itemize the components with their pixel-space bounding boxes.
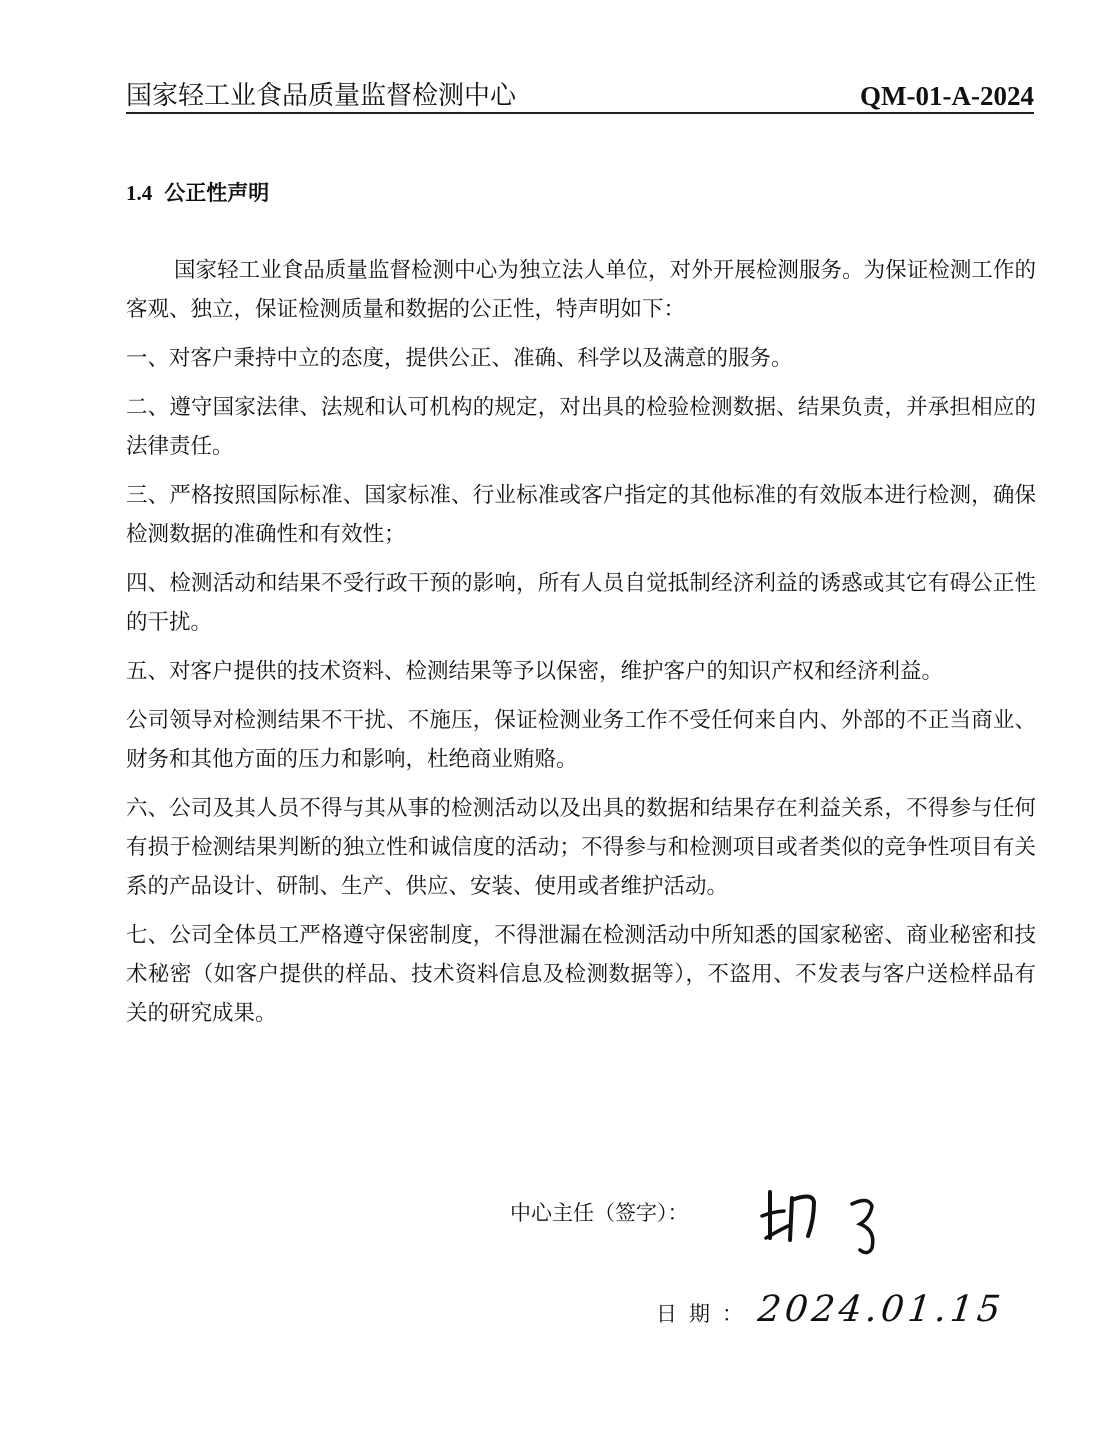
statement-body bbox=[126, 251, 1036, 1043]
document-code: QM-01-A-2024 bbox=[860, 81, 1034, 111]
handwritten-date: 2024.01.15 bbox=[755, 1289, 1007, 1330]
statement-item-3: 三、严格按照国际标准、国家标准、行业标准或客户指定的其他标准的有效版本进行检测，确保检测数据的准确性和有效性； bbox=[126, 483, 1036, 547]
section-number: 1.4 bbox=[126, 181, 153, 205]
date-label: 日期： bbox=[656, 1302, 755, 1326]
statement-item-2: 二、遵守国家法律、法规和认可机构的规定，对出具的检验检测数据、结果负责，并承担相应的法律责任。 bbox=[126, 395, 1036, 459]
section-title bbox=[126, 178, 269, 208]
leadership-paragraph: 公司领导对检测结果不干扰、不施压，保证检测业务工作不受任何来自内、外部的不正当商业、财务和其他方面的压力和影响，杜绝商业贿赂。 bbox=[126, 708, 1036, 772]
organization-name: 国家轻工业食品质量监督检测中心 bbox=[126, 81, 517, 111]
document-header bbox=[126, 80, 1034, 114]
signature-label: 中心主任（签字）： bbox=[510, 1201, 689, 1225]
intro-paragraph: 国家轻工业食品质量监督检测中心为独立法人单位，对外开展检测服务。为保证检测工作的客观、独立，保证检测质量和数据的公正性，特声明如下： bbox=[126, 258, 1036, 322]
statement-item-4: 四、检测活动和结果不受行政干预的影响，所有人员自觉抵制经济利益的诱惑或其它有碍公正性的干扰。 bbox=[126, 571, 1036, 635]
statement-item-1: 一、对客户秉持中立的态度，提供公正、准确、科学以及满意的服务。 bbox=[126, 346, 793, 371]
handwritten-signature bbox=[760, 1178, 900, 1258]
section-heading: 公正性声明 bbox=[164, 181, 270, 205]
statement-item-6: 六、公司及其人员不得与其从事的检测活动以及出具的数据和结果存在利益关系，不得参与任何有损于检测结果判断的独立性和诚信度的活动；不得参与和检测项目或者类似的竞争性项目有关系的产品设计、研制、生产、供应、安装、使用或者维护活动。 bbox=[126, 796, 1036, 899]
statement-item-5: 五、对客户提供的技术资料、检测结果等予以保密，维护客户的知识产权和经济利益。 bbox=[126, 659, 944, 684]
statement-item-7: 七、公司全体员工严格遵守保密制度，不得泄漏在检测活动中所知悉的国家秘密、商业秘密和技术秘密（如客户提供的样品、技术资料信息及检测数据等），不盗用、不发表与客户送检样品有关的研究成果。 bbox=[126, 923, 1036, 1026]
